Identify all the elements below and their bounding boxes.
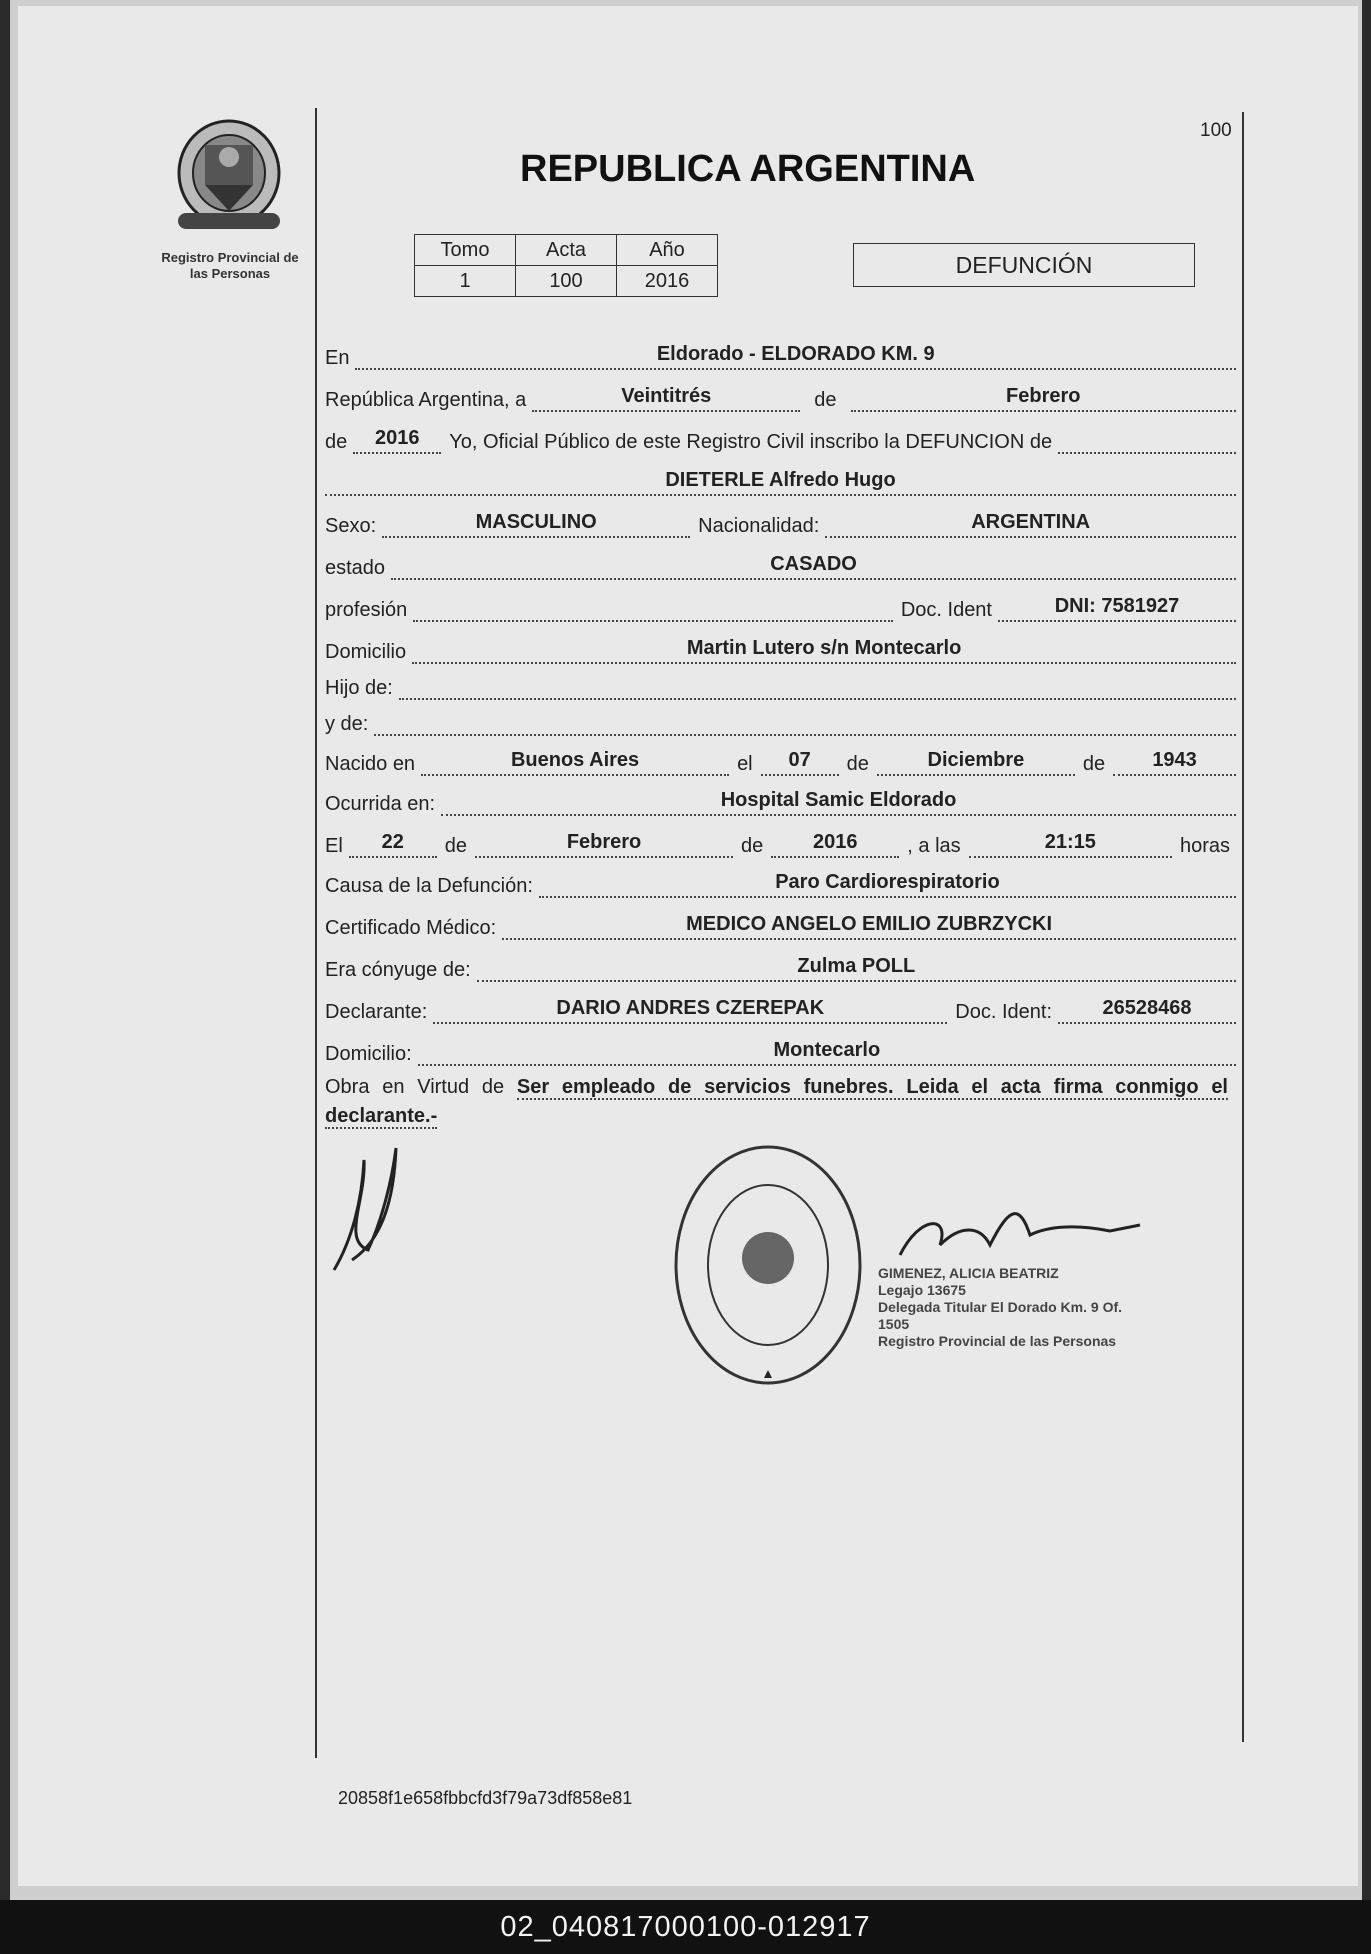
field-decl-dom: Montecarlo <box>418 1039 1236 1066</box>
field-deceased-name: DIETERLE Alfredo Hugo <box>325 469 1236 496</box>
label-causa: Causa de la Defunción: <box>325 875 533 897</box>
registry-name-line2: las Personas <box>189 266 271 281</box>
field-year: 2016 <box>353 427 441 454</box>
official-org: Registro Provincial de las Personas <box>878 1333 1117 1349</box>
field-birth-month: Diciembre <box>877 749 1075 776</box>
label-death-de: de <box>444 835 468 857</box>
row-name <box>325 466 1236 496</box>
field-ocurrida: Hospital Samic Eldorado <box>441 789 1236 816</box>
label-conyuge: Era cónyuge de: <box>325 959 471 981</box>
field-yde <box>374 732 1236 736</box>
field-death-time: 21:15 <box>969 831 1172 858</box>
row-hijo <box>325 670 1236 700</box>
label-obra: Obra en Virtud de <box>325 1076 505 1098</box>
label-domicilio: Domicilio <box>325 641 407 663</box>
field-sexo: MASCULINO <box>382 511 690 538</box>
row-yde <box>325 706 1236 736</box>
row-certificado <box>325 910 1236 940</box>
label-el: el <box>737 753 753 775</box>
row-causa <box>325 868 1236 898</box>
scan-id: 02_040817000100-012917 <box>500 1910 871 1943</box>
label-ocurrida: Ocurrida en: <box>325 793 436 815</box>
header-col-ano: Año <box>617 235 718 266</box>
header-val-tomo: 1 <box>415 266 516 297</box>
left-margin-line <box>315 108 317 1758</box>
label-profesion: profesión <box>325 599 408 621</box>
row-decl-domicilio <box>325 1036 1236 1066</box>
label-yde: y de: <box>325 713 369 735</box>
row-place <box>325 340 1236 370</box>
field-decl-doc: 26528468 <box>1058 997 1236 1024</box>
obra-paragraph <box>325 1073 1228 1131</box>
field-domicilio: Martin Lutero s/n Montecarlo <box>412 637 1236 664</box>
field-declarante: DARIO ANDRES CZEREPAK <box>433 997 947 1024</box>
field-death-month: Febrero <box>475 831 733 858</box>
label-alas: , a las <box>907 835 961 857</box>
label-sexo: Sexo: <box>325 515 377 537</box>
header-col-acta: Acta <box>516 235 617 266</box>
field-day-words: Veintitrés <box>532 385 800 412</box>
header-table <box>414 234 718 297</box>
label-horas: horas <box>1179 835 1230 857</box>
field-certificado: MEDICO ANGELO EMILIO ZUBRZYCKI <box>502 913 1236 940</box>
row-death-date <box>325 828 1236 858</box>
row-year <box>325 424 1236 454</box>
label-republica: República Argentina, a <box>325 389 527 411</box>
page-number: 100 <box>1200 120 1232 141</box>
row-declarante <box>325 994 1236 1024</box>
row-birth <box>325 746 1236 776</box>
field-profesion <box>413 618 893 622</box>
official-stamp <box>878 1265 1148 1350</box>
field-estado: CASADO <box>391 553 1236 580</box>
official-name: GIMENEZ, ALICIA BEATRIZ <box>878 1265 1059 1281</box>
label-hijo: Hijo de: <box>325 677 393 699</box>
row-date <box>325 382 1236 412</box>
label-en: En <box>325 347 350 369</box>
row-sex <box>325 508 1236 538</box>
field-doc: DNI: 7581927 <box>998 595 1236 622</box>
row-ocurrida <box>325 786 1236 816</box>
registry-seal-icon <box>668 1140 868 1390</box>
row-estado <box>325 550 1236 580</box>
field-blank <box>1058 450 1236 454</box>
field-birth-day: 07 <box>761 749 839 776</box>
registry-name <box>140 250 320 282</box>
statement-text: Yo, Oficial Público de este Registro Civil inscribo la DEFUNCION de <box>449 431 1053 453</box>
label-declarante: Declarante: <box>325 1001 428 1023</box>
declarant-signature-icon <box>322 1140 412 1280</box>
label-nacido: Nacido en <box>325 753 416 775</box>
field-conyuge: Zulma POLL <box>477 955 1236 982</box>
row-conyuge <box>325 952 1236 982</box>
label-estado: estado <box>325 557 386 579</box>
misiones-crest-icon <box>170 115 288 235</box>
right-margin-line <box>1242 112 1244 1742</box>
official-signature-icon <box>880 1195 1150 1275</box>
label-certificado: Certificado Médico: <box>325 917 497 939</box>
header-val-acta: 100 <box>516 266 617 297</box>
official-position: Delegada Titular El Dorado Km. 9 Of. 1505 <box>878 1299 1123 1332</box>
field-birth-year: 1943 <box>1113 749 1236 776</box>
record-type-box: DEFUNCIÓN <box>853 243 1195 287</box>
field-hijo <box>399 696 1236 700</box>
label-birth-de2: de <box>1082 753 1106 775</box>
label-nacionalidad: Nacionalidad: <box>698 515 820 537</box>
field-death-year: 2016 <box>771 831 899 858</box>
label-decl-dom: Domicilio: <box>325 1043 412 1065</box>
field-causa: Paro Cardiorespiratorio <box>539 871 1236 898</box>
label-birth-de: de <box>846 753 869 775</box>
header-col-tomo: Tomo <box>415 235 516 266</box>
row-domicilio <box>325 634 1236 664</box>
document-title: REPUBLICA ARGENTINA <box>520 148 976 190</box>
row-profesion <box>325 592 1236 622</box>
field-obra: Ser empleado de servicios funebres. Leida el acta firma conmigo el declarante.- <box>325 1076 1228 1127</box>
official-legajo: Legajo 13675 <box>878 1282 966 1298</box>
field-birthplace: Buenos Aires <box>421 749 729 776</box>
field-nacionalidad: ARGENTINA <box>825 511 1236 538</box>
label-decl-doc: Doc. Ident: <box>955 1001 1052 1023</box>
label-doc: Doc. Ident <box>900 599 992 621</box>
scan-footer <box>0 1900 1371 1954</box>
label-death-de2: de <box>741 835 764 857</box>
field-death-day: 22 <box>349 831 437 858</box>
label-death-el: El <box>325 835 343 857</box>
label-de2: de <box>325 431 348 453</box>
header-val-ano: 2016 <box>617 266 718 297</box>
document-hash: 20858f1e658fbbcfd3f79a73df858e81 <box>338 1788 633 1808</box>
label-de: de <box>814 389 837 411</box>
field-month: Febrero <box>851 385 1237 412</box>
registry-name-line1: Registro Provincial de <box>161 250 299 265</box>
field-place: Eldorado - ELDORADO KM. 9 <box>355 343 1236 370</box>
